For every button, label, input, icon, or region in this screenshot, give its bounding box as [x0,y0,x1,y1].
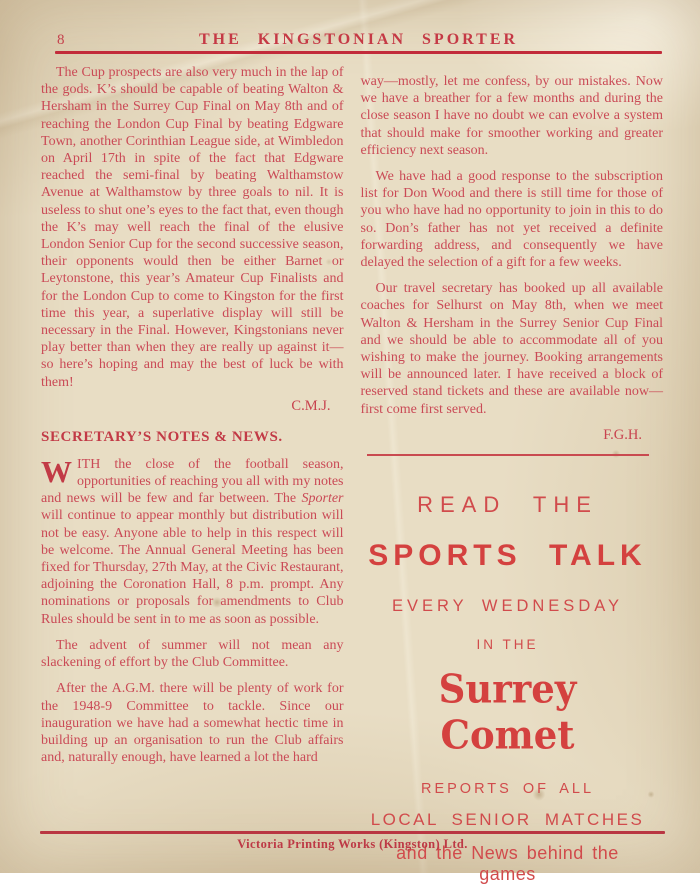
page-title: THE KINGSTONIAN SPORTER [198,31,519,48]
paragraph-with-dropcap [41,453,344,628]
right-column [361,64,664,885]
sports-talk-advert [367,454,649,885]
paragraph-cup-prospects: The Cup prospects are also very much in the lap of the gods. K’s should be capable of beating Walton & Hersham in the Surrey Cup Final on May 8th and of reaching the London Cup Final by beating Edgware Town, another Corinthian League side, at Wimbledon on April 17th in spite of the fact that Edgware reached the semi-final by beating Walthamstow Avenue at Walthamstow by three goals to nil. It is useless to shut one’s eyes to the fact that, even though the K’s may well reach the final of the elusive London Senior Cup for the second successive season, their opponents would then be either Barnet or Leytonstone, this year’s Amateur Cup Finalists and for the London Cup to come to Kingston for the first time this year, a superlative display will still be necessary in the Final. However, Kingstonians never play better than when they are really up against it—so here’s hoping and may the best of luck be with them! [41,65,344,390]
text-columns [41,64,663,885]
paragraph-with-text-before: ITH the close of the football season, opportunities of reaching you all with my notes and news will be few and far between. The [41,456,344,507]
header-rule [55,51,662,54]
advert-read-the: READ THE [417,491,598,517]
left-column [41,64,344,885]
dropcap-w: W [41,453,72,489]
page-number: 8 [57,32,65,48]
page-header [55,28,662,49]
printer-imprint: Victoria Printing Works (Kingston) Ltd. [237,836,468,851]
advert-reports-of-all: REPORTS OF ALL [420,780,595,797]
page-footer [40,831,665,852]
signature-fgh: F.G.H. [603,426,642,443]
advert-in-the: IN THE [476,636,539,652]
paragraph-mistakes: way—mostly, let me confess, by our mistakes. Now we have a breather for a few months and during the close season I have no doubt we can evolve a system that should make for smoother working and greater efficiency next season. [360,74,663,158]
advert-news-behind-games: and the News behind the games [396,842,619,884]
sporter-italic: Sporter [301,491,344,507]
paragraph-summer: The advent of summer will not mean any slackening of effort by the Club Committee. [41,637,344,671]
advert-surrey-comet: Surrey Comet [438,665,577,759]
signature-cmj: C.M.J. [291,397,331,414]
advert-every-wednesday: EVERY WEDNESDAY [391,596,624,615]
paragraph-with-text-after: will continue to appear monthly but distribution will not be easy. Anyone able to help in this respect will be welcome. The Annual General Meeting has been fixed for Thursday, 27th May, at the Civic Restaurant, adjoining the Coronation Hall, 8 p.m. prompt. Any nominations or proposals for amendments to Club Rules should be sent in to me as soon as possible. [41,508,344,627]
paragraph-travel: Our travel secretary has booked up all available coaches for Selhurst on May 8th, when we meet Walton & Hersham in the Surrey Senior Cup Final and we should be able to accommodate all of you wishing to make the journey. Booking arrangements will be announced later. I have received a block of reserved stand tickets and these are available now—first come first served. [360,281,663,417]
advert-local-senior-matches: LOCAL SENIOR MATCHES [370,809,645,829]
advert-sports-talk: SPORTS TALK [368,538,647,572]
paragraph-don-wood: We have had a good response to the subscription list for Don Wood and there is still time for those of you who have had no opportunity to join in this to do so. Don’s father has not yet received a definite forwarding address, and consequently we have delayed the selection of a gift for a few weeks. [360,169,663,271]
paragraph-agm: After the A.G.M. there will be plenty of work for the 1948-9 Committee to tackle. Since our inauguration we have had a somewhat hectic time in building up an organisation to run the Club affairs and, naturally enough, have learned a lot the hard [41,681,344,766]
section-heading-secretarys-notes: SECRETARY’S NOTES & NEWS. [41,428,283,445]
